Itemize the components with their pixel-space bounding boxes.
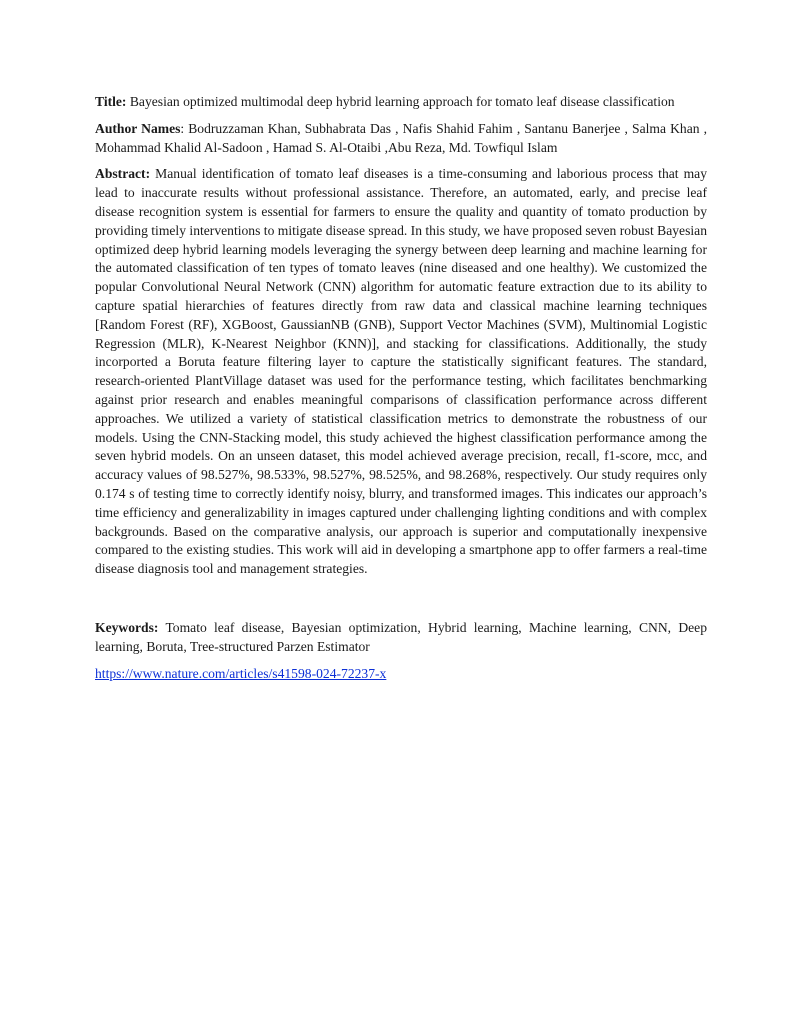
abstract-label: Abstract: [95,166,151,182]
document-page [95,93,707,683]
article-link[interactable]: https://www.nature.com/articles/s41598-024-72237-x [95,665,387,681]
keywords-text: Tomato leaf disease, Bayesian optimization, Hybrid learning, Machine learning, CNN, Deep learning, Boruta, Tree-structured Parzen Estimator [95,619,707,654]
abstract-text: Manual identification of tomato leaf diseases is a time-consuming and laborious process that may lead to inaccurate results without professional assistance. Therefore, an automated, early, and precise leaf disease recognition system is essential for farmers to ensure the quality and quantity of tomato production by providing timely interventions to mitigate disease spread. In this study, we have proposed seven robust Bayesian optimized deep hybrid learning models leveraging the synergy between deep learning and machine learning for the automated classification of ten types of tomato leaves (nine diseased and one healthy). We customized the popular Convolutional Neural Network (CNN) algorithm for automatic feature extraction due to its ability to capture spatial hierarchies of features directly from raw data and classical machine learning techniques [Random Forest (RF), XGBoost, GaussianNB (GNB), Support Vector Machines (SVM), Multinomial Logistic Regression (MLR), K-Nearest Neighbor (KNN)], and stacking for classifications. Additionally, the study incorported a Boruta feature filtering layer to capture the statistically significant features. The standard, research-oriented PlantVillage dataset was used for the performance testing, which facilitates benchmarking against prior research and enables meaningful comparisons of classification performance across different approaches. We utilized a variety of statistical classification metrics to demonstrate the robustness of our models. Using the CNN-Stacking model, this study achieved the highest classification performance among the seven hybrid models. On an unseen dataset, this model achieved average precision, recall, f1-score, mcc, and accuracy values of 98.527%, 98.533%, 98.527%, 98.525%, and 98.268%, respectively. Our study requires only 0.174 s of testing time to correctly identify noisy, blurry, and transformed images. This indicates our approach’s time efficiency and generalizability in images captured under challenging lighting conditions and with complex backgrounds. Based on the comparative analysis, our approach is superior and computationally inexpensive compared to the existing studies. This work will aid in developing a smartphone app to offer farmers a real-time disease diagnosis tool and management strategies. [95,166,707,577]
keywords-label: Keywords: [95,619,159,635]
title-paragraph [95,93,707,112]
title-label: Title: [95,94,127,109]
abstract-paragraph [95,165,707,579]
title-text: Bayesian optimized multimodal deep hybrid learning approach for tomato leaf disease classification [126,94,675,109]
authors-label: Author Names [95,120,181,136]
authors-paragraph [95,120,707,158]
keywords-paragraph [95,619,707,657]
authors-text: : Bodruzzaman Khan, Subhabrata Das , Nafis Shahid Fahim , Santanu Banerjee , Salma Khan , Mohammad Khalid Al-Sadoon , Hamad S. Al-Otaibi ,Abu Reza, Md. Towfiqul Islam [95,120,707,155]
